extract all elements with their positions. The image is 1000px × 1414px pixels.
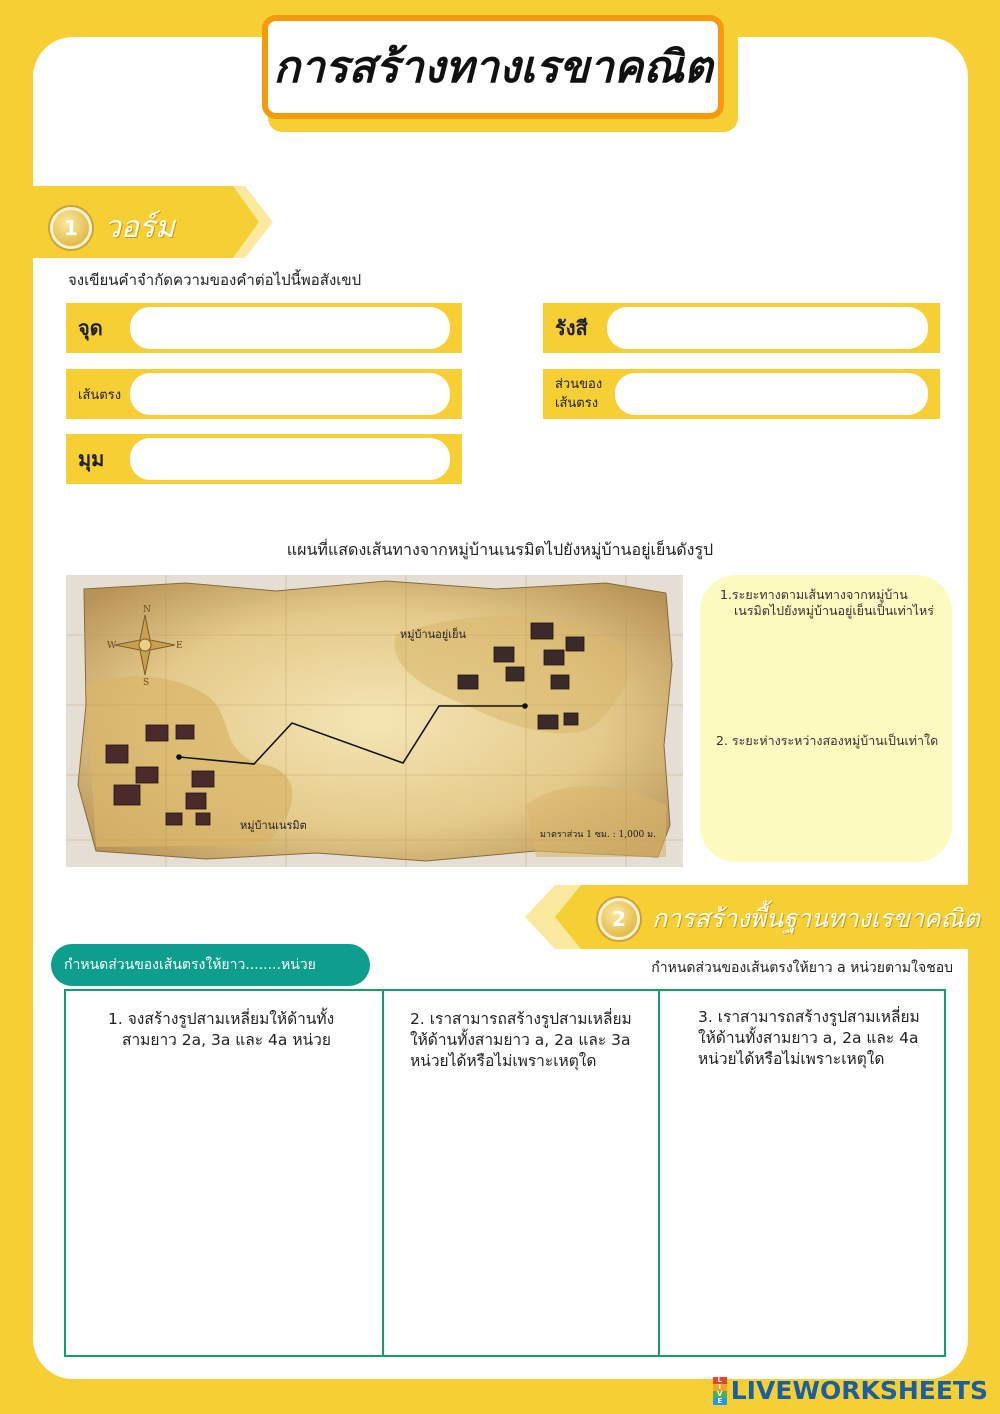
term-label-angle: มุม [78,447,105,471]
term-row-angle [66,434,462,484]
task-cell-2[interactable] [384,991,660,1355]
compass-w: W [107,641,117,651]
term-row-ray [543,303,940,353]
route-start-point [176,754,182,760]
term-label-ray: รังสี [555,316,588,340]
term-row-point [66,303,462,353]
term-label-point: จุด [78,316,103,340]
term-label-segment [543,375,615,413]
segment-length-pill: กำหนดส่วนของเส้นตรงให้ยาว........หน่วย [51,944,370,986]
task-3-line2: ให้ด้านทั้งสามยาว a, 2a และ 4a [698,1029,919,1047]
liveworksheets-logo[interactable] [713,1376,988,1405]
task-1-line2: สามยาว 2a, 3a และ 4a หน่วย [122,1031,331,1049]
live-badge [713,1377,727,1405]
term-row-line [66,369,462,419]
task-2-line3: หน่วยได้หรือไม่เพราะเหตุใด [410,1052,597,1070]
section2-banner [598,898,980,940]
segment-length-note: กำหนดส่วนของเส้นตรงให้ยาว a หน่วยตามใจชอบ [651,960,953,976]
live-letter-i: I [713,1384,727,1391]
instruction-text: จงเขียนคำจำกัดความของคำต่อไปนี้พอสังเขป [68,271,362,289]
route-end-point [522,703,528,709]
point-definition-input[interactable] [130,307,450,349]
compass-s: S [143,678,150,688]
task-grid [64,989,946,1357]
village-bottom-label: หมู่บ้านเนรมิต [240,819,307,832]
task-3-line3: หน่วยได้หรือไม่เพราะเหตุใด [698,1050,885,1068]
task-3-line1: 3. เราสามารถสร้างรูปสามเหลี่ยม [698,1008,920,1026]
compass-e: E [176,641,183,651]
section1-title: วอร์ม [104,210,175,245]
segment-definition-input[interactable] [615,373,928,415]
live-letter-l: L [713,1377,727,1384]
map-caption: แผนที่แสดงเส้นทางจากหมู่บ้านเนรมิตไปยังหมู่บ้านอยู่เย็นดังรูป [286,540,714,559]
task-cell-1[interactable] [66,991,384,1355]
map-drawing [66,575,683,867]
line-definition-input[interactable] [130,373,450,415]
term-label-segment-line2: เส้นตรง [555,396,599,411]
map-scale: มาตราส่วน 1 ซม. : 1,000 ม. [540,830,656,840]
term-label-line: เส้นตรง [78,387,122,403]
question-2: 2. ระยะห่างระหว่างสองหมู่บ้านเป็นเท่าใด [716,733,939,748]
task-cell-3[interactable] [660,991,944,1355]
compass-n: N [143,605,151,615]
task-2-text [410,1009,632,1072]
ray-definition-input[interactable] [607,307,928,349]
land-bottom-right [526,786,666,857]
liveworksheets-brand: LIVEWORKSHEETS [730,1376,988,1405]
term-label-segment-line1: ส่วนของ [555,377,603,392]
question-1-line1: 1.ระยะทางตามเส้นทางจากหมู่บ้าน [720,587,908,602]
village-top-label: หมู่บ้านอยู่เย็น [400,628,466,641]
live-letter-v: V [713,1391,727,1398]
section2-title: การสร้างพื้นฐานทางเรขาคณิต [652,904,981,933]
section1-banner [50,204,175,251]
section2-number-badge: 2 [598,898,640,940]
task-1-line1: 1. จงสร้างรูปสามเหลี่ยมให้ด้านทั้ง [108,1010,335,1028]
term-row-segment [543,369,940,419]
treasure-map [66,575,683,867]
question-1 [720,587,934,619]
task-1-text [108,1009,334,1051]
section1-number-badge: 1 [50,207,92,249]
task-2-line2: ให้ด้านทั้งสามยาว a, 2a และ 3a [410,1031,631,1049]
question-panel [700,575,952,862]
question-1-line2: เนรมิตไปยังหมู่บ้านอยู่เย็นเป็นเท่าไหร่ [734,603,935,618]
task-3-text [698,1007,920,1070]
live-letter-e: E [713,1398,727,1405]
page-title: การสร้างทางเรขาคณิต [273,42,713,93]
title-box [262,15,724,119]
task-2-line1: 2. เราสามารถสร้างรูปสามเหลี่ยม [410,1010,632,1028]
angle-definition-input[interactable] [130,438,450,480]
